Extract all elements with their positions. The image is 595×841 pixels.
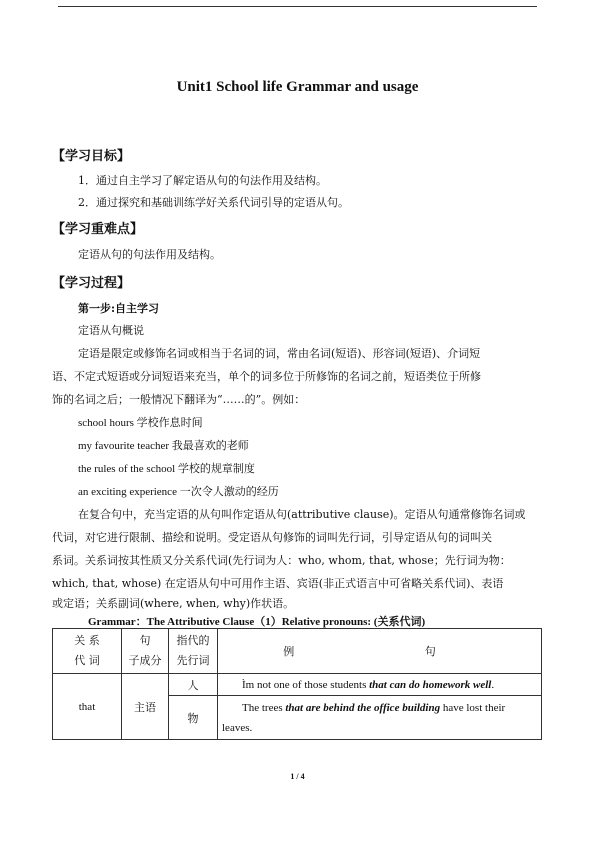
section-heading-process: 【学习过程】 <box>52 276 131 291</box>
pronoun-cell: that <box>53 674 122 740</box>
header-antecedent: 指代的 先行词 <box>169 629 218 674</box>
paragraph-line: 或定语；关系副词(where, when, why)作状语。 <box>52 597 295 610</box>
goal-item: 1．通过自主学习了解定语从句的句法作用及结构。 <box>78 174 327 187</box>
example-sentence: Ìm not one of those students that can do homework well. <box>218 674 542 696</box>
header-relative-pronoun: 关 系 代 词 <box>53 629 122 674</box>
table-caption: Grammar：The Attributive Clause（1）Relative pronouns: (关系代词) <box>88 616 426 628</box>
antecedent-person: 人 <box>169 674 218 696</box>
paragraph-line: 系词。关系词按其性质又分关系代词(先行词为人：who, whom, that, whose；先行词为物： <box>52 554 511 567</box>
difficulty-text: 定语从句的句法作用及结构。 <box>78 248 221 261</box>
section-heading-goals: 【学习目标】 <box>52 149 131 164</box>
section-heading-difficulty: 【学习重难点】 <box>52 222 144 237</box>
paragraph-line: 饰的名词之后；一般情况下翻译为“……的”。例如： <box>52 393 306 406</box>
overview-heading: 定语从句概说 <box>78 324 144 337</box>
page-number: 1 / 4 <box>290 772 305 781</box>
example-sentence: The trees that are behind the office building have lost their leaves. <box>218 696 542 740</box>
document-title: Unit1 School life Grammar and usage <box>176 79 419 95</box>
role-cell: 主语 <box>122 674 169 740</box>
example-line: an exciting experience 一次令人激动的经历 <box>78 486 279 498</box>
example-line: the rules of the school 学校的规章制度 <box>78 463 255 475</box>
paragraph-line: 语、不定式短语或分词短语来充当，单个的词多位于所修饰的名词之前，短语类位于所修 <box>52 370 481 383</box>
header-sentence-role: 句 子成分 <box>122 629 169 674</box>
example-line: school hours 学校作息时间 <box>78 417 203 429</box>
table-header-row <box>53 629 542 674</box>
grammar-table <box>52 628 542 740</box>
paragraph-line: 在复合句中，充当定语的从句叫作定语从句(attributive clause)。定语从句通常修饰名词或 <box>78 508 526 521</box>
table-row <box>53 674 542 696</box>
header-example: 例 句 <box>218 629 542 674</box>
example-line: my favourite teacher 我最喜欢的老师 <box>78 440 249 452</box>
goal-item: 2．通过探究和基础训练学好关系代词引导的定语从句。 <box>78 196 349 209</box>
paragraph-line: which, that, whose) 在定语从句中可用作主语、宾语(非正式语言中可省略关系代词)、表语 <box>52 577 504 590</box>
antecedent-thing: 物 <box>169 696 218 740</box>
step-heading: 第一步:自主学习 <box>78 302 160 315</box>
header-rule <box>58 6 537 7</box>
paragraph-line: 代词，对它进行限制、描绘和说明。受定语从句修饰的词叫先行词，引导定语从句的词叫关 <box>52 531 492 544</box>
paragraph-line: 定语是限定或修饰名词或相当于名词的词，常由名词(短语)、形容词(短语)、介词短 <box>78 347 481 360</box>
